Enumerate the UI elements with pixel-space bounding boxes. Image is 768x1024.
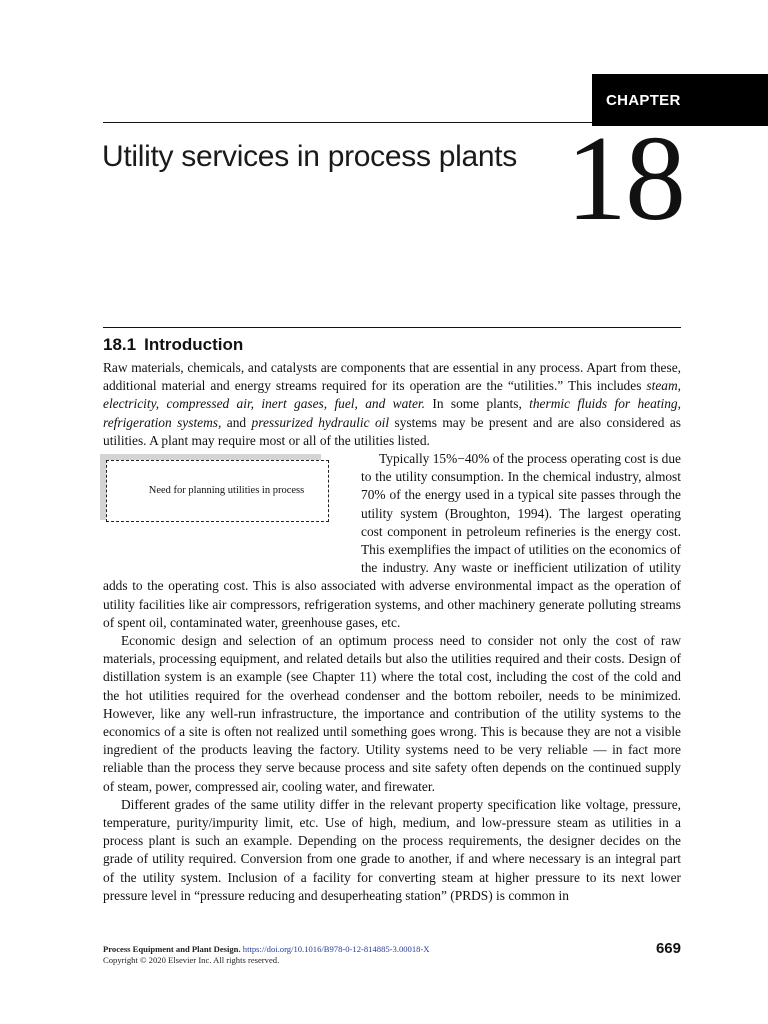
body-text — [103, 359, 681, 905]
page-number: 669 — [655, 940, 681, 957]
italic-run: steam, electricity, compressed air, inert gases, fuel, and water. — [103, 378, 681, 412]
section-title: Introduction — [144, 335, 244, 354]
section-number: 18.1 — [103, 335, 137, 354]
doi-link[interactable]: https://doi.org/10.1016/B978-0-12-814885-3.00018-X — [242, 944, 430, 954]
chapter-title: Utility services in process plants — [102, 140, 517, 173]
text-run: and — [221, 414, 252, 430]
text-run: Raw materials, chemicals, and catalysts are components that are essential in any process. Apart from these, additional material and energy streams required for its operation are the “utilities.” This includes — [103, 360, 681, 394]
text-run: , — [677, 396, 681, 412]
header-rule — [103, 122, 593, 123]
text-run: In some plants, — [425, 396, 530, 412]
margin-note: Need for planning utilities in process — [106, 460, 329, 522]
section-rule — [103, 327, 681, 328]
paragraph-4: Different grades of the same utility differ in the relevant property specification like voltage, pressure, temperature, purity/impurity limit, etc. Use of high, medium, and low-pressure steam as utilities in a process plant is such an example. Depending on the process requirements, the designer decides on the grade of utility required. Conversion from one grade to another, if and where necessary is an integral part of the utility system. Inclusion of a facility for converting steam at higher pressure to its next lower pressure level in “pressure reducing and desuperheating station” (PRDS) is common in — [103, 796, 681, 903]
copyright: Copyright © 2020 Elsevier Inc. All rights reserved. — [103, 955, 280, 965]
italic-run: refrigeration systems, — [103, 414, 222, 430]
footer-citation — [103, 944, 430, 955]
italic-run: pressurized hydraulic oil — [251, 414, 390, 430]
text-run: systems may be present and are also considered as utilities. A plant may require most or all of the utilities listed. — [103, 414, 682, 448]
book-title: Process Equipment and Plant Design. — [103, 944, 241, 954]
paragraph-1 — [103, 359, 681, 450]
chapter-label: CHAPTER — [592, 74, 768, 126]
section-heading — [103, 335, 243, 355]
paragraph-2 — [103, 450, 681, 632]
paragraph-3: Economic design and selection of an optimum process need to consider not only the cost of raw materials, processing equipment, and related details but also the utilities required and their costs. Design of distillation system is an example (see Chapter 11) where the total cost, including the cost of the cold and the hot utilities required for the overhead condenser and the bottom reboiler, needs to be minimized. However, like any well-run infrastructure, the importance and contribution of the utility systems to the economics of a site is often not realized until something goes wrong. This is because they are not a visible ingredient of the products leaving the factory. Utility systems need to be very reliable — in fact more reliable than the process they serve because process and site safety often depends on the continued supply of steam, power, compressed air, cooling water, and firewater. — [103, 633, 681, 794]
page-footer — [103, 944, 430, 966]
paragraph-2-text: Typically 15%−40% of the process operating cost is due to the utility consumption. In the chemical industry, almost 70% of the energy used in a typical site passes through the utility system (Broughton, 1994). The largest operating cost component in petroleum refineries is the energy cost. This exemplifies the impact of utilities on the economics of the industry. Any waste or inefficient utilization of utility adds to the operating cost. This is also associated with adverse environmental impact as the operation of utility facilities like air compressors, refrigeration systems, and other machinery generate polluting streams of spent oil, contaminated water, greenhouse gases, etc. — [103, 451, 681, 630]
margin-note-box — [100, 454, 351, 562]
chapter-number: 18 — [566, 111, 684, 246]
italic-run: thermic fluids for heating — [529, 396, 678, 412]
